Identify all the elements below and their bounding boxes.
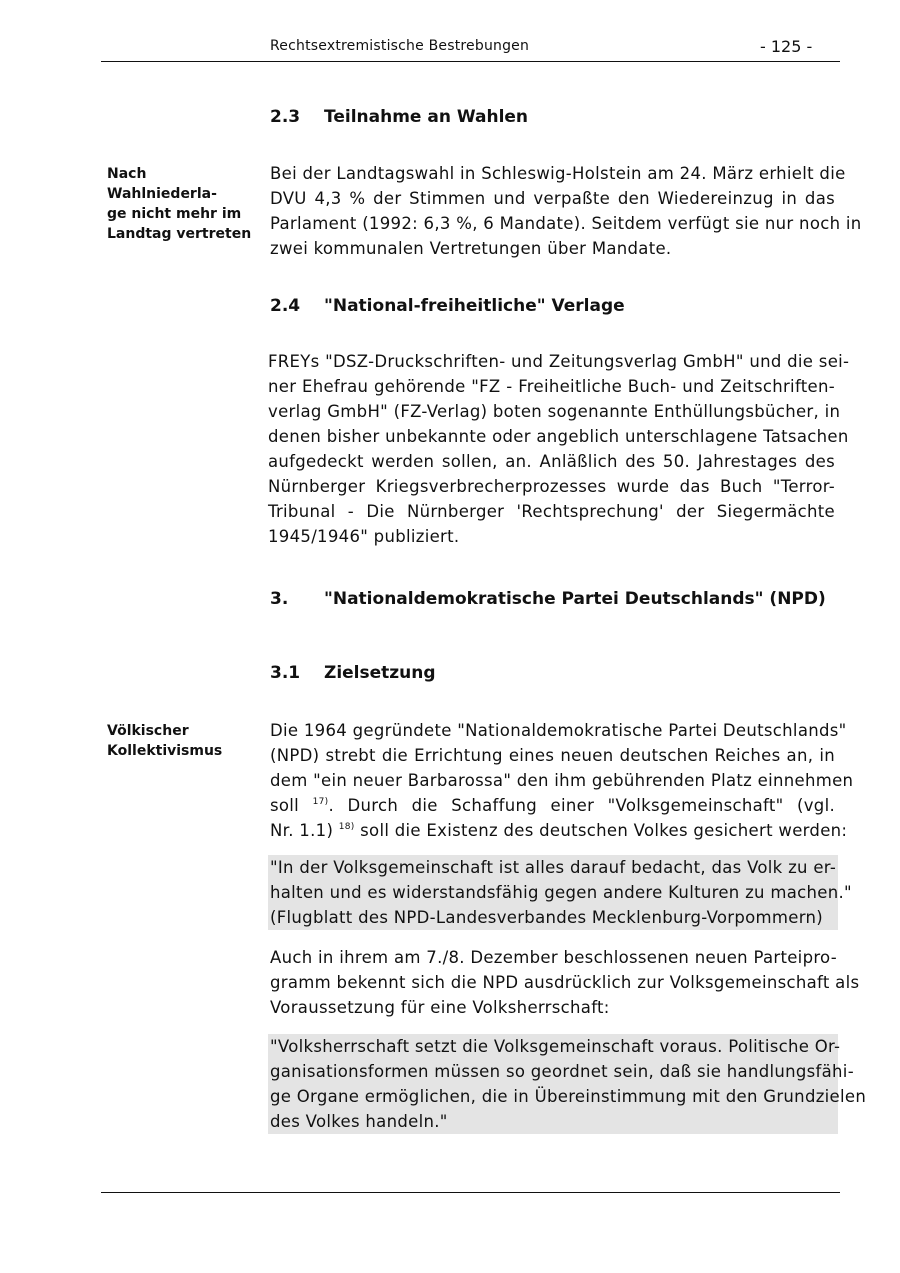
quote-flugblatt [268,855,852,930]
text-fragment: . Durch die Schaffung einer "Volksgemeinschaft" (vgl. [328,796,836,815]
running-header-title: Rechtsextremistische Bestrebungen [270,38,530,54]
text-line: Bei der Landtagswahl in Schleswig-Holstein am 24. März erhielt die [270,164,846,183]
margin-note-line: Kollektivismus [107,743,223,759]
paragraph-verlage [268,349,850,549]
text-line: Voraussetzung für eine Volksherrschaft: [270,998,610,1017]
footnote-ref-18[interactable]: 18) [338,822,355,832]
text-line: FREYs "DSZ-Druckschriften- und Zeitungsverlag GmbH" und die sei- [268,352,850,371]
text-line: verlag GmbH" (FZ-Verlag) boten sogenannte Enthüllungsbücher, in [268,402,841,421]
quote-volksherrschaft [268,1034,867,1134]
section-title: Teilnahme an Wahlen [324,107,529,127]
quote-line: "Volksherrschaft setzt die Volksgemeinschaft voraus. Politische Or- [270,1037,841,1056]
quote-line: halten und es widerstandsfähig gegen andere Kulturen zu machen." [270,883,852,902]
paragraph-parteiprogramm [270,945,860,1020]
header-rule [101,61,840,62]
text-line: denen bisher unbekannte oder angeblich unterschlagene Tatsachen [268,427,849,446]
quote-line: des Volkes handeln." [270,1112,448,1131]
section-number: 2.4 [270,296,301,316]
text-line: Auch in ihrem am 7./8. Dezember beschlossenen neuen Parteipro- [270,948,838,967]
section-title: Zielsetzung [324,663,436,683]
section-number: 3. [270,589,289,609]
quote-line: "In der Volksgemeinschaft ist alles darauf bedacht, das Volk zu er- [270,858,837,877]
footer-rule [101,1192,840,1193]
quote-line: (Flugblatt des NPD-Landesverbandes Mecklenburg-Vorpommern) [270,908,824,927]
paragraph-landtagswahl [270,161,862,261]
text-line: Nürnberger Kriegsverbrecherprozesses wurde das Buch "Terror- [268,477,835,496]
text-line: zwei kommunalen Vertretungen über Mandate. [270,239,672,258]
section-title: "Nationaldemokratische Partei Deutschlands" (NPD) [324,589,826,609]
margin-note-wahl [107,164,257,244]
section-number: 2.3 [270,107,301,127]
margin-note-line: ge nicht mehr im [107,206,242,222]
text-line: Parlament (1992: 6,3 %, 6 Mandate). Seitdem verfügt sie nur noch in [270,214,862,233]
paragraph-zielsetzung [270,718,854,843]
text-line: gramm bekennt sich die NPD ausdrücklich zur Volksgemeinschaft als [270,973,860,992]
margin-note-kollektivismus [107,721,257,761]
margin-note-line: Nach Wahlniederla- [107,166,217,202]
text-fragment: soll die Existenz des deutschen Volkes gesichert werden: [360,821,848,840]
text-line [270,793,835,818]
footnote-ref-17[interactable]: 17) [312,797,329,807]
text-line [270,818,848,843]
text-fragment: Nr. 1.1) [270,821,334,840]
page-number: - 125 - [760,37,813,56]
text-line: (NPD) strebt die Errichtung eines neuen deutschen Reiches an, in [270,746,835,765]
text-line: ner Ehefrau gehörende "FZ - Freiheitliche Buch- und Zeitschriften- [268,377,835,396]
text-line: Tribunal - Die Nürnberger 'Rechtsprechung' der Siegermächte [268,502,835,521]
section-number: 3.1 [270,663,301,683]
margin-note-line: Völkischer [107,723,189,739]
margin-note-line: Landtag vertreten [107,226,252,242]
text-line: 1945/1946" publiziert. [268,527,460,546]
text-line: DVU 4,3 % der Stimmen und verpaßte den Wiedereinzug in das [270,189,835,208]
text-line: aufgedeckt werden sollen, an. Anläßlich des 50. Jahrestages des [268,452,835,471]
text-line: dem "ein neuer Barbarossa" den ihm gebührenden Platz einnehmen [270,771,854,790]
section-title: "National-freiheitliche" Verlage [324,296,625,316]
quote-line: ganisationsformen müssen so geordnet sein, daß sie handlungsfähi- [270,1062,854,1081]
text-line: Die 1964 gegründete "Nationaldemokratische Partei Deutschlands" [270,721,847,740]
text-fragment: soll [270,796,300,815]
quote-line: ge Organe ermöglichen, die in Übereinstimmung mit den Grundzielen [270,1087,867,1106]
